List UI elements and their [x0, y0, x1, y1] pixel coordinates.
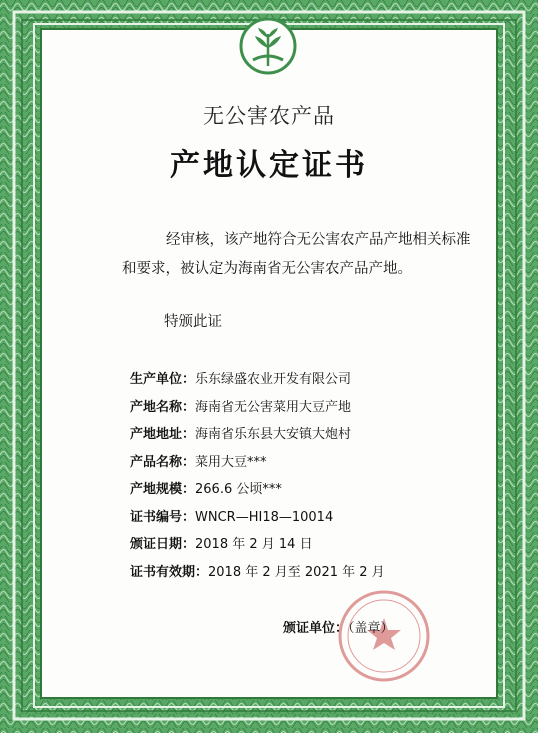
- issuer-label: 颁证单位：: [283, 621, 349, 636]
- field-label: 产地名称：: [130, 399, 196, 415]
- field-origin-address: [130, 421, 385, 449]
- field-label: 产地规模：: [130, 482, 196, 497]
- official-seal-stamp: [334, 586, 434, 686]
- field-value: 菜用大豆***: [195, 454, 267, 470]
- field-label: 产地地址：: [130, 427, 196, 442]
- field-value: 海南省无公害菜用大豆产地: [195, 399, 352, 415]
- field-producer: [130, 366, 385, 394]
- field-value: 2018 年 2 月至 2021 年 2 月: [208, 564, 385, 580]
- field-label: 生产单位：: [130, 372, 196, 387]
- field-label: 证书有效期：: [130, 564, 209, 580]
- field-origin-scale: [130, 476, 385, 504]
- body-paragraph: 经审核，该产地符合无公害农产品产地相关标准和要求，被认定为海南省无公害农产品产地。: [122, 232, 471, 277]
- field-validity: [130, 559, 385, 587]
- field-value: 海南省乐东县大安镇大炮村: [195, 427, 352, 442]
- certificate-title: 产地认定证书: [170, 148, 368, 183]
- field-label: 颁证日期：: [130, 537, 196, 552]
- field-label: 证书编号：: [130, 509, 196, 525]
- field-origin-name: [130, 394, 385, 422]
- field-value: 266.6 公顷***: [195, 482, 282, 497]
- field-label: 产品名称：: [130, 454, 196, 470]
- field-certificate-number: [130, 504, 385, 532]
- certificate-body: [122, 226, 472, 284]
- field-value: 2018 年 2 月 14 日: [195, 537, 313, 552]
- closing-text: 特颁此证: [164, 314, 222, 330]
- certificate-fields: [130, 366, 385, 586]
- certificate-subtitle: 无公害农产品: [203, 104, 335, 128]
- field-value: 乐东绿盛农业开发有限公司: [195, 372, 352, 387]
- field-value: WNCR—HI18—10014: [195, 509, 334, 525]
- issuer-line: [283, 617, 394, 636]
- field-product-name: [130, 449, 385, 477]
- green-food-emblem: [238, 16, 298, 76]
- field-issue-date: [130, 531, 385, 559]
- issuer-value: （盖章）: [348, 621, 394, 636]
